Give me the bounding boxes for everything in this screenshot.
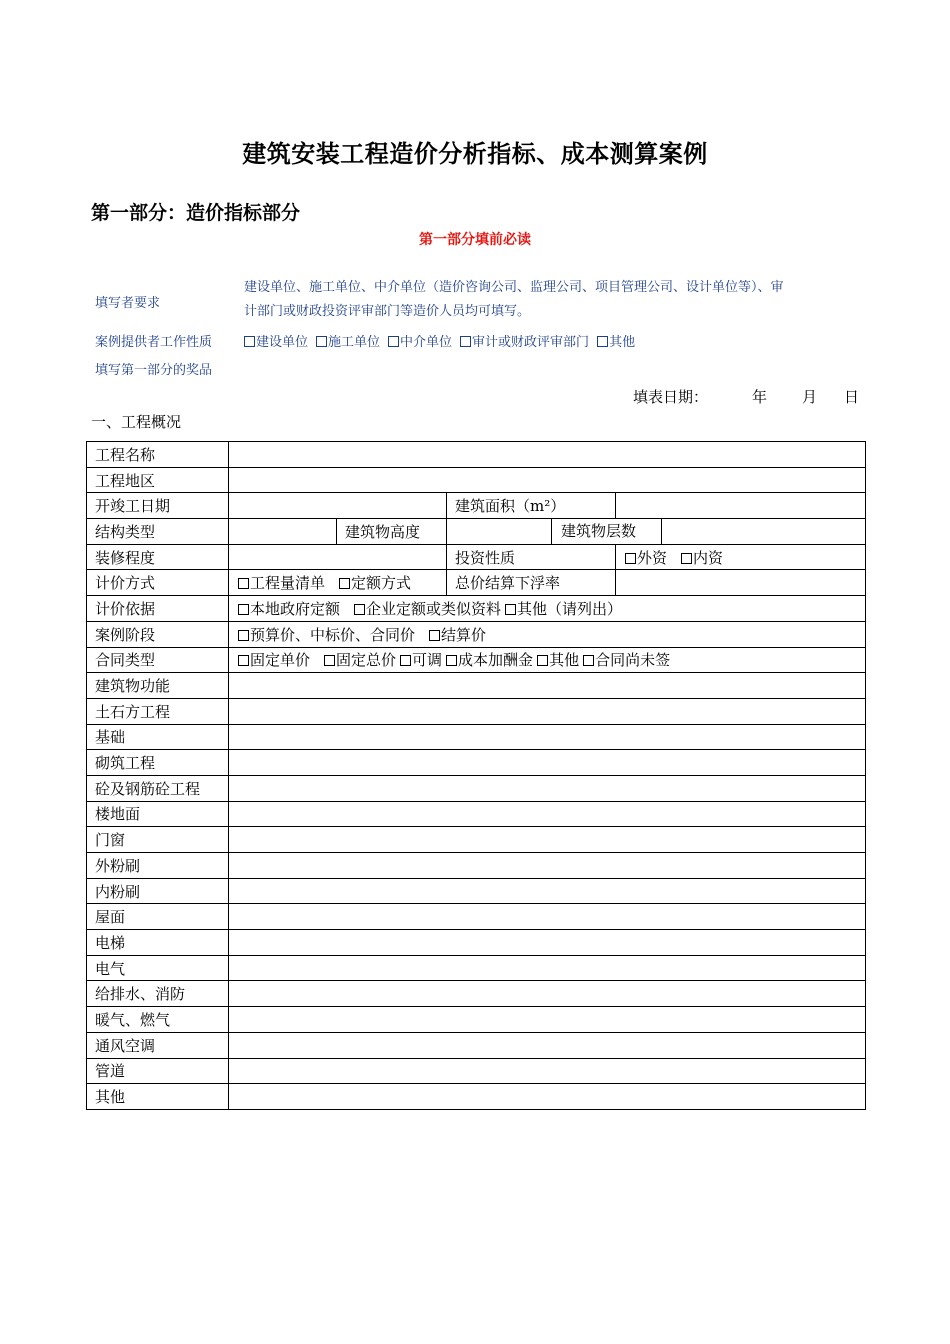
checkbox-icon [583, 655, 594, 666]
checkbox-icon [460, 336, 471, 347]
item-label: 内粉刷 [87, 878, 229, 904]
item-input[interactable] [229, 853, 866, 879]
filler-requirement-text [244, 276, 864, 324]
decoration-level-label: 装修程度 [87, 544, 229, 570]
pricing-basis-options [229, 596, 866, 622]
table-row [87, 442, 866, 468]
item-label: 土石方工程 [87, 698, 229, 724]
item-input[interactable] [229, 955, 866, 981]
item-label: 建筑物功能 [87, 673, 229, 699]
fill-date-day[interactable]: 日 [844, 388, 860, 406]
checkbox-icon [388, 336, 399, 347]
filler-requirement-line-1: 建设单位、施工单位、中介单位（造价咨询公司、监理公司、项目管理公司、设计单位等）、审 [244, 280, 784, 295]
basis-option-other[interactable]: 其他（请列出） [505, 600, 622, 618]
item-label: 管道 [87, 1058, 229, 1084]
table-row [87, 827, 866, 853]
pricing-method-label: 计价方式 [87, 570, 229, 596]
fill-date-month[interactable]: 月 [802, 388, 818, 406]
checkbox-icon [429, 630, 440, 641]
case-stage-label: 案例阶段 [87, 621, 229, 647]
item-input[interactable] [229, 904, 866, 930]
fill-date-label: 填表日期： [633, 388, 709, 406]
item-input[interactable] [229, 673, 866, 699]
pricing-basis-label: 计价依据 [87, 596, 229, 622]
checkbox-icon [681, 553, 692, 564]
role-option-construction-unit[interactable]: 建设单位 [244, 335, 308, 350]
floor-area-input[interactable] [616, 493, 866, 519]
item-input[interactable] [229, 801, 866, 827]
table-row [87, 955, 866, 981]
item-label: 暖气、燃气 [87, 1007, 229, 1033]
section-title: 一、工程概况 [91, 413, 182, 431]
item-label: 砌筑工程 [87, 750, 229, 776]
table-row [87, 750, 866, 776]
table-row [87, 673, 866, 699]
table-row [87, 981, 866, 1007]
table-row [87, 853, 866, 879]
pricing-option-quota[interactable]: 定额方式 [339, 574, 411, 592]
total-price-discount-label: 总价结算下浮率 [447, 570, 616, 596]
role-option-audit-department[interactable]: 审计或财政评审部门 [460, 335, 589, 350]
investment-nature-label: 投资性质 [447, 544, 616, 570]
project-region-label: 工程地区 [87, 467, 229, 493]
decoration-level-input[interactable] [229, 544, 447, 570]
item-input[interactable] [229, 1084, 866, 1110]
table-row [87, 724, 866, 750]
contract-type-options [229, 647, 866, 673]
contract-option-fixed-unit-price[interactable]: 固定单价 [238, 651, 310, 669]
contract-option-cost-plus[interactable]: 成本加酬金 [446, 651, 533, 669]
checkbox-icon [446, 655, 457, 666]
item-input[interactable] [229, 981, 866, 1007]
table-row [87, 467, 866, 493]
floor-area-label: 建筑面积（m²） [447, 493, 616, 519]
checkbox-icon [400, 655, 411, 666]
basis-option-local-quota[interactable]: 本地政府定额 [238, 600, 340, 618]
item-input[interactable] [229, 1058, 866, 1084]
basis-option-enterprise-quota[interactable]: 企业定额或类似资料 [354, 600, 501, 618]
item-label: 给排水、消防 [87, 981, 229, 1007]
table-row [87, 544, 866, 570]
table-row [87, 570, 866, 596]
item-input[interactable] [229, 698, 866, 724]
contract-option-other[interactable]: 其他 [537, 651, 579, 669]
table-row [87, 621, 866, 647]
item-input[interactable] [229, 724, 866, 750]
provider-role-label: 案例提供者工作性质 [95, 335, 213, 350]
project-name-input[interactable] [229, 442, 866, 468]
table-row [87, 596, 866, 622]
project-overview-table [86, 441, 866, 1110]
checkbox-icon [339, 578, 350, 589]
filler-requirement-line-2: 计部门或财政投资评审部门等造价人员均可填写。 [244, 304, 531, 319]
table-row [87, 1084, 866, 1110]
start-end-date-label: 开竣工日期 [87, 493, 229, 519]
table-row [87, 904, 866, 930]
pricing-option-bill-of-quantities[interactable]: 工程量清单 [238, 574, 325, 592]
project-name-label: 工程名称 [87, 442, 229, 468]
table-row [87, 878, 866, 904]
stage-option-settlement[interactable]: 结算价 [429, 626, 486, 644]
checkbox-icon [354, 604, 365, 615]
investment-option-domestic[interactable]: 内资 [681, 549, 723, 567]
contract-option-fixed-total-price[interactable]: 固定总价 [324, 651, 396, 669]
table-row [87, 698, 866, 724]
role-option-other[interactable]: 其他 [597, 335, 635, 350]
checkbox-icon [238, 604, 249, 615]
item-input[interactable] [229, 750, 866, 776]
item-label: 通风空调 [87, 1032, 229, 1058]
contract-option-not-signed[interactable]: 合同尚未签 [583, 651, 670, 669]
building-floors-label: 建筑物层数 [552, 519, 662, 544]
contract-option-adjustable[interactable]: 可调 [400, 651, 442, 669]
checkbox-icon [505, 604, 516, 615]
checkbox-icon [238, 655, 249, 666]
case-stage-options [229, 621, 866, 647]
filler-requirement-label: 填写者要求 [95, 296, 161, 311]
item-label: 屋面 [87, 904, 229, 930]
building-floors-cell [552, 519, 866, 545]
building-floors-input[interactable] [662, 519, 865, 544]
item-label: 外粉刷 [87, 853, 229, 879]
table-row [87, 519, 866, 545]
item-input[interactable] [229, 930, 866, 956]
building-height-input[interactable] [447, 519, 552, 545]
contract-type-label: 合同类型 [87, 647, 229, 673]
start-end-date-input[interactable] [229, 493, 447, 519]
item-label: 基础 [87, 724, 229, 750]
checkbox-icon [238, 578, 249, 589]
notice-heading: 第一部分填前必读 [419, 232, 531, 248]
role-option-intermediary[interactable]: 中介单位 [388, 335, 452, 350]
stage-option-budget-bid-contract[interactable]: 预算价、中标价、合同价 [238, 626, 415, 644]
table-row [87, 647, 866, 673]
item-input[interactable] [229, 775, 866, 801]
checkbox-icon [238, 630, 249, 641]
table-row [87, 930, 866, 956]
checkbox-icon [537, 655, 548, 666]
table-row [87, 1007, 866, 1033]
project-region-input[interactable] [229, 467, 866, 493]
fill-date-year[interactable]: 年 [752, 388, 768, 406]
table-row [87, 775, 866, 801]
item-label: 电梯 [87, 930, 229, 956]
item-input[interactable] [229, 878, 866, 904]
checkbox-icon [625, 553, 636, 564]
item-input[interactable] [229, 827, 866, 853]
checkbox-icon [316, 336, 327, 347]
item-input[interactable] [229, 1032, 866, 1058]
table-row [87, 1032, 866, 1058]
item-label: 砼及钢筋砼工程 [87, 775, 229, 801]
structure-type-label: 结构类型 [87, 519, 229, 545]
item-label: 电气 [87, 955, 229, 981]
item-label: 其他 [87, 1084, 229, 1110]
checkbox-icon [597, 336, 608, 347]
checkbox-icon [324, 655, 335, 666]
structure-type-input[interactable] [229, 519, 337, 545]
table-row [87, 801, 866, 827]
document-title: 建筑安装工程造价分析指标、成本测算案例 [242, 139, 708, 168]
item-label: 门窗 [87, 827, 229, 853]
item-input[interactable] [229, 1007, 866, 1033]
item-label: 楼地面 [87, 801, 229, 827]
building-height-label: 建筑物高度 [337, 519, 447, 545]
table-row [87, 493, 866, 519]
part-heading: 第一部分：造价指标部分 [91, 202, 301, 224]
prize-label: 填写第一部分的奖品 [95, 363, 213, 378]
pricing-method-options [229, 570, 447, 596]
checkbox-icon [244, 336, 255, 347]
role-option-contractor[interactable]: 施工单位 [316, 335, 380, 350]
table-row [87, 1058, 866, 1084]
provider-role-options [244, 331, 643, 350]
investment-options [616, 544, 866, 570]
total-price-discount-input[interactable] [616, 570, 866, 596]
investment-option-foreign[interactable]: 外资 [625, 549, 667, 567]
